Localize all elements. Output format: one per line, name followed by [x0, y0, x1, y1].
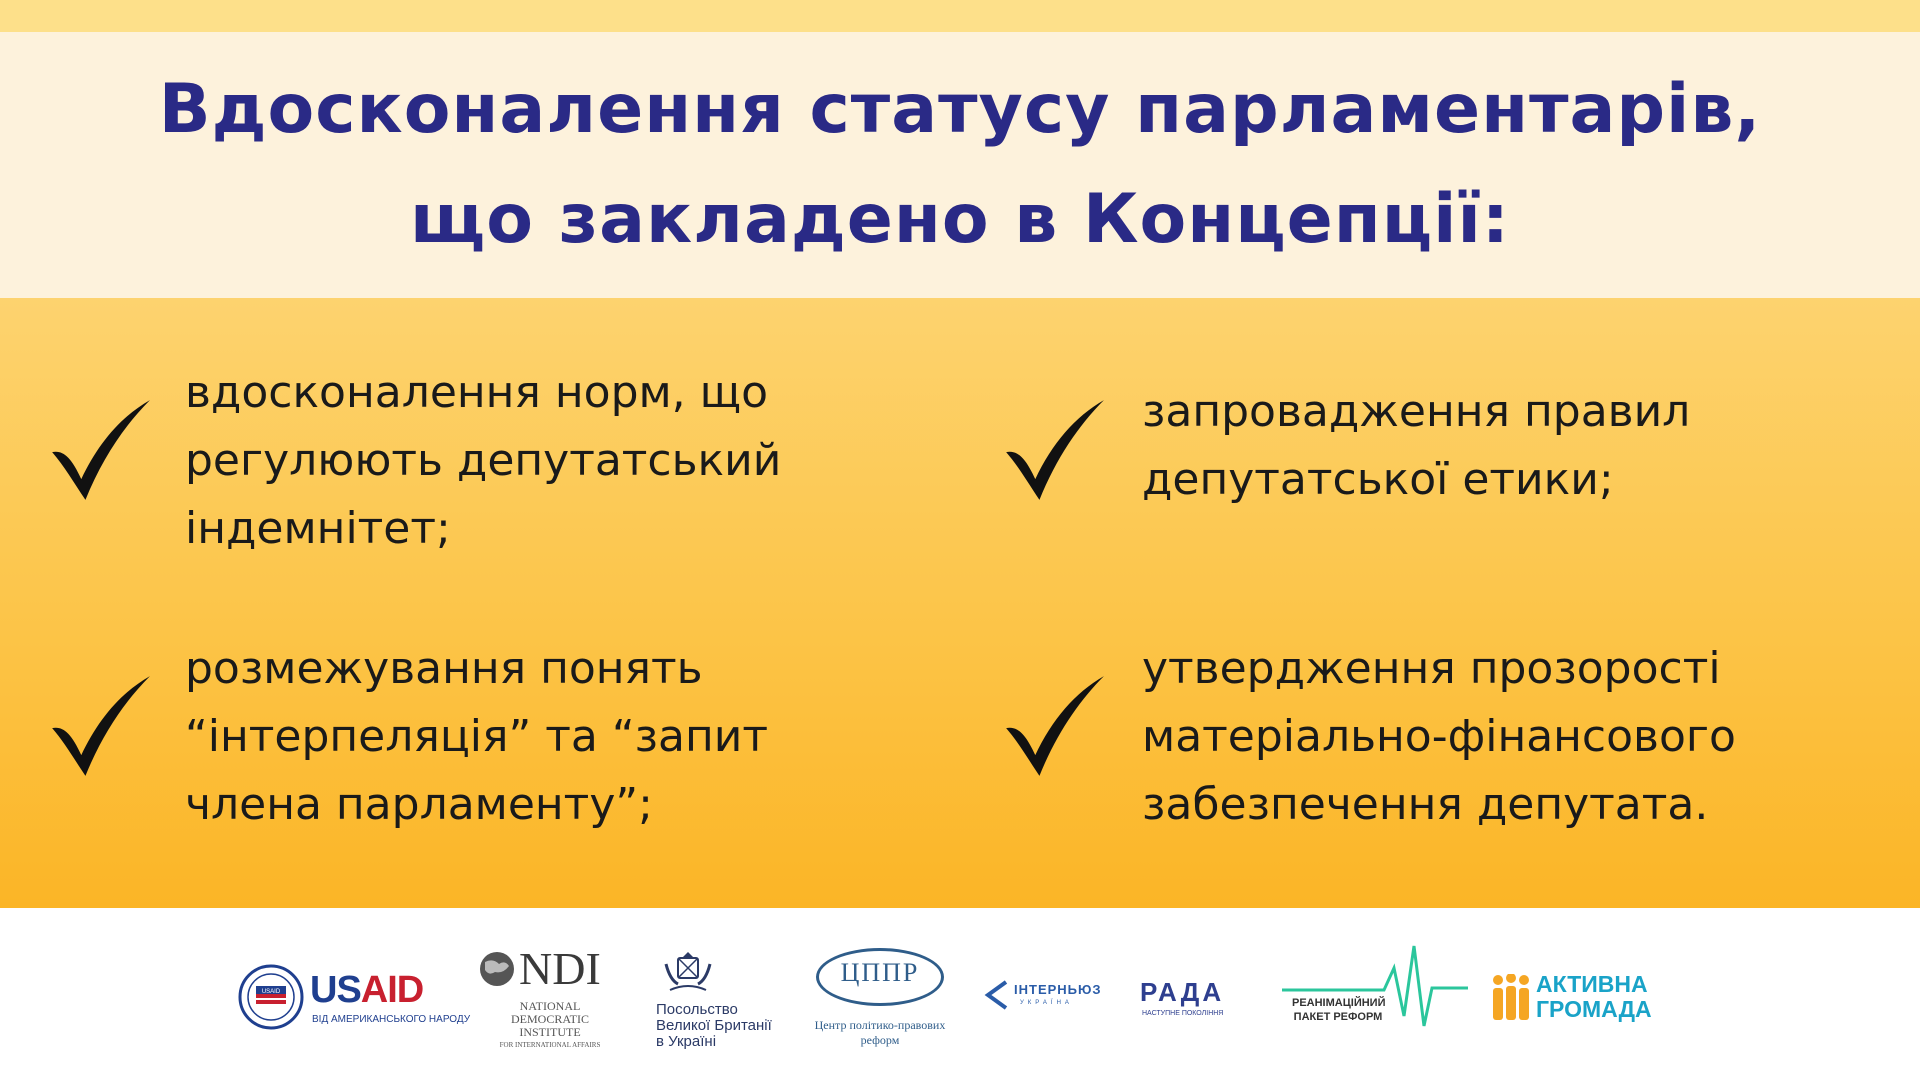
uk-embassy-logo: [656, 946, 806, 1066]
cppr-line: Центр політико-правових: [814, 1018, 946, 1032]
ndi-line: INSTITUTE: [519, 1025, 581, 1039]
top-accent-strip: [0, 0, 1920, 32]
usaid-logo: [238, 960, 471, 1034]
cppr-caption: [812, 1018, 948, 1048]
content-panel: [0, 298, 1920, 908]
hromada-line: ГРОМАДА: [1536, 996, 1652, 1022]
item-line: регулюють депутатський: [185, 435, 782, 486]
checkmark-icon: [1002, 674, 1106, 778]
ndi-line: FOR INTERNATIONAL AFFAIRS: [499, 1041, 601, 1049]
usaid-seal-text: USAID: [261, 989, 281, 995]
people-icon: [1490, 974, 1532, 1022]
uk-embassy-line: в Україні: [656, 1033, 717, 1050]
uk-embassy-line: Великої Британії: [656, 1017, 772, 1034]
uk-embassy-line: Посольство: [656, 1001, 738, 1018]
ndi-caption: [475, 1000, 625, 1052]
uk-embassy-caption: [656, 1002, 772, 1050]
item-line: забезпечення депутата.: [1142, 779, 1709, 830]
checkmark-icon: [1002, 398, 1106, 502]
rada-logo: [1140, 978, 1260, 1018]
cppr-abbr: ЦППР: [840, 958, 920, 987]
internews-name: ІНТЕРНЬЮЗ: [1014, 982, 1102, 997]
item-line: запровадження правил: [1142, 386, 1691, 437]
item-line: утвердження прозорості: [1142, 643, 1721, 694]
usaid-seal-icon: [238, 964, 304, 1030]
aktyvna-hromada-logo: [1490, 972, 1670, 1028]
cppr-line: реформ: [860, 1033, 900, 1047]
rada-sub: НАСТУПНЕ ПОКОЛІННЯ: [1142, 1010, 1224, 1017]
title-band: [0, 32, 1920, 298]
rpr-logo: [1280, 942, 1470, 1042]
hromada-caption: [1536, 972, 1652, 1022]
cppr-logo: [812, 948, 952, 1068]
usaid-wordmark: [310, 970, 423, 1010]
rpr-caption: [1292, 996, 1384, 1024]
item-line: вдосконалення норм, що: [185, 367, 769, 418]
item-text: [185, 359, 781, 563]
page-title-line-2: що закладено в Концепції:: [410, 180, 1510, 259]
ndi-logo: [475, 944, 625, 1064]
usaid-tagline: ВІД АМЕРИКАНСЬКОГО НАРОДУ: [312, 1014, 471, 1025]
internews-sub: УКРАЇНА: [1020, 1000, 1073, 1006]
ndi-line: DEMOCRATIC: [510, 1012, 589, 1026]
rpr-line: ПАКЕТ РЕФОРМ: [1293, 1011, 1383, 1023]
internews-logo: [984, 978, 1108, 1018]
usaid-us: US: [310, 969, 361, 1011]
item-line: члена парламенту”;: [185, 779, 653, 830]
usaid-aid: AID: [360, 969, 424, 1011]
item-line: розмежування понять: [185, 643, 703, 694]
item-text: [185, 635, 768, 839]
hromada-line: АКТИВНА: [1536, 971, 1648, 997]
checkmark-icon: [48, 398, 152, 502]
royal-coat-of-arms-icon: [660, 946, 716, 996]
partner-logos-footer: [0, 908, 1920, 1080]
item-line: матеріально-фінансового: [1142, 711, 1736, 762]
item-line: “інтерпеляція” та “запит: [185, 711, 768, 762]
ndi-line: NATIONAL: [519, 999, 581, 1013]
item-line: індемнітет;: [185, 503, 451, 554]
globe-icon: [475, 950, 519, 988]
checkmark-icon: [48, 674, 152, 778]
item-line: депутатської етики;: [1142, 454, 1614, 505]
ndi-wordmark: NDI: [519, 943, 601, 994]
item-text: [1142, 378, 1690, 514]
chevron-left-icon: [984, 980, 1010, 1010]
rada-name: РАДА: [1140, 977, 1225, 1007]
page-title-line-1: Вдосконалення статусу парламентарів,: [158, 70, 1762, 149]
item-text: [1142, 635, 1736, 839]
rpr-line: РЕАНІМАЦІЙНИЙ: [1292, 997, 1386, 1009]
